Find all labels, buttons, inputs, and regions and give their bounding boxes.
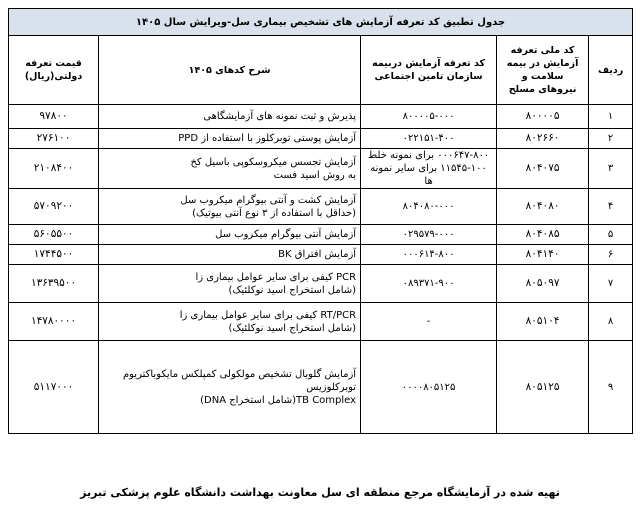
row-number: ۳ bbox=[589, 149, 633, 189]
sso-code-line: ۸۰۴۰۸۰-۰۰۰ bbox=[402, 201, 455, 212]
test-description bbox=[99, 303, 361, 341]
sso-code-line: ۰۸۹۳۷۱-۹۰۰ bbox=[402, 278, 455, 289]
table-row bbox=[9, 105, 633, 129]
sso-code bbox=[361, 265, 497, 303]
row-number: ۸ bbox=[589, 303, 633, 341]
header-description: شرح کدهای ۱۴۰۵ bbox=[99, 36, 361, 105]
test-description-line: آزمایش گلوبال تشخیص مولکولی کمپلکس مایکوباکتریوم bbox=[122, 368, 357, 380]
sso-code-line: ۰۰۰۰۸۰۵۱۲۵ bbox=[401, 381, 456, 393]
table-row bbox=[9, 129, 633, 149]
header-sso-code: کد تعرفه آزمایش دربیمه سازمان تامین اجتماعی bbox=[361, 36, 497, 105]
national-code: ۸۰۴۰۸۵ bbox=[497, 225, 589, 245]
row-number: ۷ bbox=[589, 265, 633, 303]
table-row bbox=[9, 245, 633, 265]
test-description bbox=[99, 245, 361, 265]
row-number: ۴ bbox=[589, 189, 633, 225]
sso-code bbox=[361, 341, 497, 434]
tariff-price: ۵۷۰۹۲۰۰ bbox=[9, 189, 99, 225]
sso-code bbox=[361, 105, 497, 129]
sso-code bbox=[361, 303, 497, 341]
row-number: ۲ bbox=[589, 129, 633, 149]
table-row bbox=[9, 265, 633, 303]
sso-code-line: ۱۱۵۴۵-۱۰۰ برای سایر نمونه ها bbox=[370, 163, 487, 187]
table-row bbox=[9, 225, 633, 245]
test-description-line: به روش اسید فست bbox=[273, 169, 357, 181]
national-code: ۸۰۵۱۰۴ bbox=[497, 303, 589, 341]
header-price: قیمت تعرفه دولتی(ریال) bbox=[9, 36, 99, 105]
test-description-line: RT/PCR کیفی برای سایر عوامل بیماری زا bbox=[179, 309, 357, 321]
sso-code-line: - bbox=[426, 316, 431, 327]
table-row bbox=[9, 341, 633, 434]
row-number: ۱ bbox=[589, 105, 633, 129]
sso-code bbox=[361, 189, 497, 225]
tariff-price: ۵۱۱۷۰۰۰ bbox=[9, 341, 99, 434]
test-description-line: آزمایش پوستی توبرکلوز با استفاده از PPD bbox=[178, 133, 357, 144]
table-row bbox=[9, 189, 633, 225]
tariff-price: ۲۷۶۱۰۰ bbox=[9, 129, 99, 149]
tariff-table bbox=[8, 8, 633, 434]
test-description bbox=[99, 105, 361, 129]
sso-code-line: ۰۲۹۵۷۹-۰۰۰ bbox=[402, 229, 455, 240]
header-national-code: کد ملی تعرفه آزمایش در بیمه سلامت و نیروهای مسلح bbox=[497, 36, 589, 105]
test-description bbox=[99, 225, 361, 245]
national-code: ۸۰۴۰۷۵ bbox=[497, 149, 589, 189]
sso-code bbox=[361, 245, 497, 265]
header-rownum: ردیف bbox=[589, 36, 633, 105]
sso-code bbox=[361, 129, 497, 149]
table-row bbox=[9, 303, 633, 341]
national-code: ۸۰۵۱۲۵ bbox=[497, 341, 589, 434]
row-number: ۵ bbox=[589, 225, 633, 245]
footer-note: تهیه شده در آزمایشگاه مرجع منطقه ای سل معاونت بهداشت دانشگاه علوم پزشکی تبریز bbox=[80, 486, 560, 499]
table-row bbox=[9, 149, 633, 189]
test-description bbox=[99, 265, 361, 303]
test-description-line: (شامل استخراج اسید نوکلئیک) bbox=[228, 284, 357, 296]
sso-code-line: ۰۰۰۶۴۷-۸۰۰ برای نمونه خلط bbox=[367, 150, 490, 161]
header-row bbox=[9, 36, 633, 105]
national-code: ۸۰۴۰۸۰ bbox=[497, 189, 589, 225]
test-description-line: آزمایش تجسس میکروسکوپی باسیل کخ bbox=[190, 156, 357, 168]
sso-code-line: ۰۲۲۱۵۱-۴۰۰ bbox=[402, 133, 455, 144]
national-code: ۸۰۴۱۴۰ bbox=[497, 245, 589, 265]
test-description-line: پذیرش و ثبت نمونه های آزمایشگاهی bbox=[203, 111, 357, 122]
test-description-line: PCR کیفی برای سایر عوامل بیماری زا bbox=[195, 271, 357, 283]
sso-code bbox=[361, 149, 497, 189]
tariff-price: ۵۶۰۵۵۰۰ bbox=[9, 225, 99, 245]
test-description-line: آزمایش افتراق BK bbox=[278, 249, 357, 260]
test-description-line: TB Complex(شامل استخراج DNA) bbox=[200, 394, 357, 406]
sso-code bbox=[361, 225, 497, 245]
test-description-line: (حداقل با استفاده از ۳ نوع آنتی بیوتیک) bbox=[192, 207, 357, 219]
test-description-line: توبرکلوزیس bbox=[306, 381, 357, 393]
test-description bbox=[99, 149, 361, 189]
national-code: ۸۰۲۶۶۰ bbox=[497, 129, 589, 149]
test-description-line: آزمایش آنتی بیوگرام میکروب سل bbox=[215, 229, 357, 240]
test-description bbox=[99, 129, 361, 149]
tariff-price: ۲۱۰۸۴۰۰ bbox=[9, 149, 99, 189]
sso-code-line: ۰۰۰۶۱۴-۸۰۰ bbox=[402, 249, 455, 260]
national-code: ۸۰۰۰۰۵ bbox=[497, 105, 589, 129]
test-description bbox=[99, 189, 361, 225]
test-description-line: آزمایش کشت و آنتی بیوگرام میکروب سل bbox=[180, 194, 357, 206]
tariff-price: ۱۷۴۴۵۰۰ bbox=[9, 245, 99, 265]
tariff-price: ۹۷۸۰۰ bbox=[9, 105, 99, 129]
row-number: ۶ bbox=[589, 245, 633, 265]
sso-code-line: ۸۰۰۰۰۵-۰۰۰ bbox=[402, 111, 455, 122]
table-body bbox=[9, 105, 633, 434]
test-description-line: (شامل استخراج اسید نوکلئیک) bbox=[228, 322, 357, 334]
tariff-price: ۱۳۶۳۹۵۰۰ bbox=[9, 265, 99, 303]
row-number: ۹ bbox=[589, 341, 633, 434]
table-title: جدول تطبیق کد تعرفه آزمایش های تشخیص بیماری سل-ویرایش سال ۱۴۰۵ bbox=[9, 9, 633, 36]
test-description bbox=[99, 341, 361, 434]
tariff-price: ۱۴۷۸۰۰۰۰ bbox=[9, 303, 99, 341]
national-code: ۸۰۵۰۹۷ bbox=[497, 265, 589, 303]
